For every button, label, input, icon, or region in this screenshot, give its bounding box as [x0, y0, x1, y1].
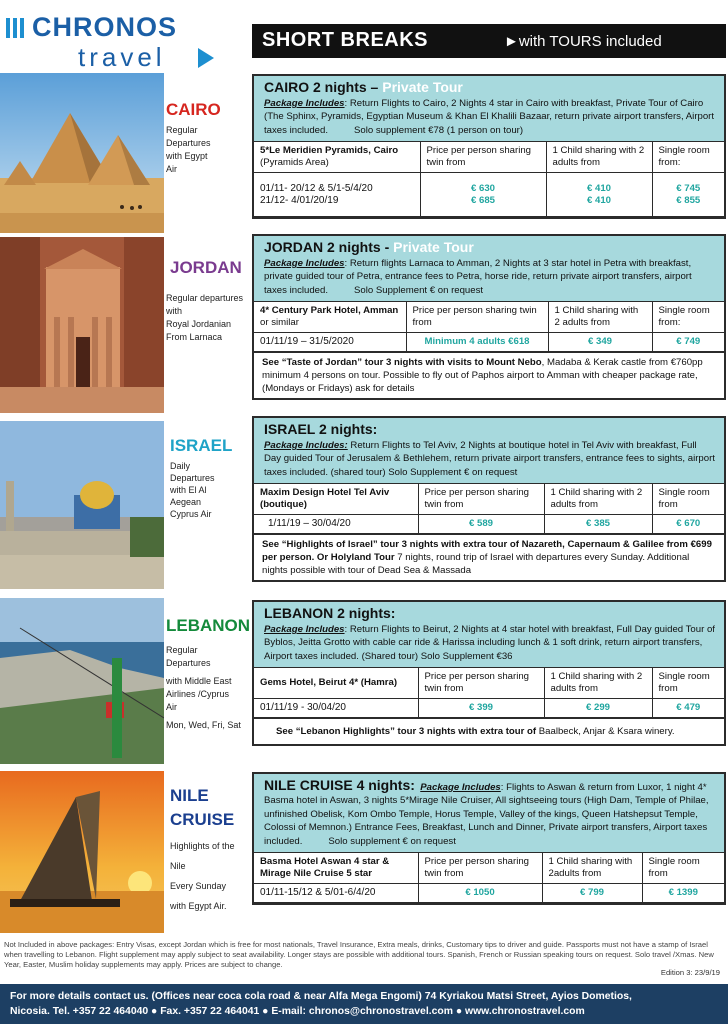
israel-jerusalem-image: [0, 421, 164, 589]
twin-price-cell: [418, 699, 544, 718]
side-line: Departures: [166, 658, 211, 668]
nile-cruise-panel: [252, 772, 726, 905]
hotel-cell: [254, 302, 406, 333]
cairo-panel: [252, 74, 726, 219]
title-text: LEBANON 2 nights:: [264, 605, 396, 621]
hotel-cell: [254, 142, 420, 173]
edition-label: Edition 3: 23/9/19: [660, 968, 720, 977]
child-price-cell: [542, 884, 642, 903]
package-text: : Return flights Larnaca to Amman, 2 Nights at 3 star hotel in Petra with breakfast, private guided tour of Petra, entrance fees to Petra, horse ride, return private airport transfers, airport taxes included.: [264, 258, 692, 296]
package-text: Return Flights to Tel Aviv, 2 Nights at boutique hotel in Tel Aviv with breakfast, Full Day guided Tour of Jerusalem & Bethlehem, return private airport transfers, entrance fees to sights, airport taxes included. (shared tour) Solo Supplement € on request: [264, 440, 715, 478]
lebanon-side-label: [166, 616, 252, 732]
single-price-cell: [652, 173, 724, 217]
jordan-panel: [252, 234, 726, 400]
lebanon-side-title: LEBANON: [166, 616, 251, 635]
note-text: , Madaba & Kerak castle from €760pp minimum 4 persons on tour. Possible to fly out of Paphos airport to Amman with cheaper package rate, (Mondays or Fridays) ask for details: [262, 357, 703, 395]
israel-panel-header: [254, 418, 724, 484]
table-row: [254, 484, 724, 515]
table-row: [254, 884, 724, 903]
hotel-cell: [254, 484, 418, 515]
brand-line2: travel: [78, 42, 166, 72]
side-line: Air: [166, 702, 177, 712]
date-cell: [254, 173, 420, 217]
side-line: with El Al: [170, 485, 207, 495]
israel-departures: [170, 460, 252, 520]
side-line: Airlines /Cyprus: [166, 689, 230, 699]
side-line: with Middle East: [166, 676, 232, 686]
header-band: [252, 24, 726, 58]
israel-rates-table: [254, 484, 724, 534]
title-text: JORDAN 2 nights -: [264, 239, 394, 255]
price-value: € 799: [579, 887, 604, 899]
side-line: Daily: [170, 461, 191, 471]
side-line: Regular departures: [166, 293, 244, 303]
side-line: with Egypt Air.: [170, 901, 227, 911]
solo-supplement: Solo Supplement € on request: [354, 284, 484, 296]
nile-side-label: [166, 784, 252, 916]
twin-price-cell: [406, 333, 548, 352]
package-label: Package Includes:: [264, 440, 348, 451]
twin-header: Price per person sharing twin from: [418, 484, 544, 515]
package-label: Package Includes: [420, 782, 501, 793]
cairo-panel-header: [254, 76, 724, 142]
nile-panel-header: [254, 774, 724, 853]
side-line: Nile: [170, 861, 186, 871]
terms-notes: Not Included in above packages: Entry Visas, except Jordan which is free for most nationals, Travel Insurance, Extra meals, drinks, Customary tips to driver and guide. Passports must not have a stamp of Israel when travelling to Lebanon. Flight supplement may apply subject to seat availability. Longer stays are possible with additional tours. Spanish, French or Russian speaking tours on request. Solo travel /Xmas. New Year, Easter, Muslim holiday supplements may apply. Prices are subject to change.: [4, 940, 714, 969]
table-row: [254, 173, 724, 217]
single-header: Single room from: [652, 484, 724, 515]
date-range: 01/11- 20/12 & 5/1-5/4/20: [260, 182, 373, 194]
side-line: Highlights of the: [170, 841, 235, 851]
lebanon-package-description: [264, 623, 716, 663]
side-line: Royal Jordanian: [166, 319, 232, 329]
israel-panel: [252, 416, 726, 582]
date-range: 01/11/19 – 31/5/2020: [260, 336, 354, 348]
lebanon-departures: [166, 644, 252, 732]
lebanon-coast-image: [0, 598, 164, 764]
price-value: € 410: [586, 194, 611, 206]
child-header: 1 Child sharing with 2 adults from: [548, 302, 652, 333]
single-header: Single room from:: [652, 142, 724, 173]
private-tour-tag: Private Tour: [382, 79, 463, 95]
price-value: € 399: [468, 702, 493, 714]
note-highlight: See “Taste of Jordan” tour 3 nights with visits to Mount Nebo: [262, 357, 542, 369]
table-row: [254, 668, 724, 699]
hotel-area: or similar: [260, 317, 299, 329]
single-header: Single room from:: [652, 302, 724, 333]
hotel-area: (Pyramids Area): [260, 157, 329, 169]
hotel-name: 5*Le Meridien Pyramids, Cairo: [260, 145, 399, 157]
jordan-panel-header: [254, 236, 724, 302]
solo-supplement: Solo supplement €78 (1 person on tour): [354, 124, 524, 136]
table-row: [254, 142, 724, 173]
jordan-side-title: JORDAN: [170, 258, 242, 277]
twin-header: Price per person sharing twin from: [418, 853, 542, 884]
jordan-rates-table: [254, 302, 724, 352]
price-value: € 630: [470, 182, 495, 194]
lebanon-panel: [252, 600, 726, 746]
package-text: : Flights to Aswan & return from Luxor, 1 night 4* Basma hotel in Aswan, 3 nights 5*Mirage Nile Cruiser, All sightseeing tours (High Dam, Temple of Philae, unfinished Obelisk, Kom Ombo Temple, Horus Temple, Valley of the kings, Queen Hatshepsut Temple, Colossi of Memnon.) Entrance Fees, Breakfast, Lunch and Dinner, Private airport transfers, Airport taxes included.: [264, 782, 709, 847]
brand-line1: CHRONOS: [32, 12, 178, 42]
lebanon-panel-header: [254, 602, 724, 668]
note-highlight: See “Highlights of Israel” tour 3 nights with extra tour of Nazareth, Capernaum & Galilee from €699 per person. Or Holyland Tour: [262, 539, 712, 564]
side-line: Cyprus Air: [170, 509, 212, 519]
cairo-rates-table: [254, 142, 724, 217]
hotel-cell: [254, 853, 418, 884]
side-line: Every Sunday: [170, 881, 227, 891]
cairo-package-description: [264, 97, 716, 137]
jordan-tour-note: [254, 352, 724, 398]
table-row: [254, 333, 724, 352]
date-range: 01/11-15/12 & 5/01-6/4/20: [260, 887, 376, 899]
brand-logo: [6, 10, 236, 70]
contact-line: For more details contact us. (Offices near coca cola road & near Alfa Mega Engomi) 74 Kyriakou Matsi Street, Ayios Dometios,: [10, 991, 632, 1002]
table-row: [254, 699, 724, 718]
twin-header: Price per person sharing twin from: [406, 302, 548, 333]
nile-rates-table: [254, 853, 724, 903]
package-label: Package Includes: [264, 258, 345, 269]
price-value: Minimum 4 adults €618: [424, 336, 530, 348]
price-value: € 749: [676, 336, 701, 348]
child-price-cell: [546, 173, 652, 217]
side-line: Regular: [166, 125, 198, 135]
date-cell: [254, 884, 418, 903]
israel-side-label: [166, 436, 252, 520]
solo-supplement: Solo supplement € on request: [328, 835, 456, 847]
side-line: From Larnaca: [166, 332, 223, 342]
cairo-departures: [166, 124, 252, 176]
nile-felucca-image: [0, 771, 164, 933]
jordan-package-description: [264, 257, 716, 297]
private-tour-tag: Private Tour: [393, 239, 474, 255]
israel-package-description: [264, 439, 716, 479]
jordan-departures: [166, 292, 252, 344]
cairo-pyramids-image: [0, 73, 164, 233]
title-text: CAIRO 2 nights –: [264, 79, 383, 95]
price-value: € 745: [676, 182, 701, 194]
hotel-name: Gems Hotel, Beirut 4* (Hamra): [260, 677, 398, 689]
table-row: [254, 853, 724, 884]
side-line: with Egypt: [166, 151, 208, 161]
child-price-cell: [544, 699, 652, 718]
child-header: 1 Child sharing with 2adults from: [542, 853, 642, 884]
logo-bars-icon: [6, 18, 27, 43]
child-price-cell: [548, 333, 652, 352]
nile-departures: [170, 836, 252, 916]
hotel-name: Maxim Design Hotel Tel Aviv (boutique): [260, 487, 390, 511]
note-highlight: See “Lebanon Highlights” tour 3 nights with extra tour of: [276, 726, 537, 738]
nile-title: NILE CRUISE 4 nights:: [264, 777, 415, 793]
hotel-name: Basma Hotel Aswan 4 star & Mirage Nile Cruise 5 star: [260, 856, 390, 880]
side-line: Departures: [166, 138, 211, 148]
single-price-cell: [652, 333, 724, 352]
israel-side-title: ISRAEL: [170, 436, 233, 455]
single-header: Single room from: [652, 668, 724, 699]
contact-footer: [0, 984, 728, 1024]
nile-side-title: NILE CRUISE: [170, 786, 235, 829]
price-value: € 410: [586, 182, 611, 194]
side-line: with: [166, 306, 183, 316]
date-cell: [254, 333, 406, 352]
israel-title: [264, 421, 716, 438]
lebanon-rates-table: [254, 668, 724, 718]
table-row: [254, 302, 724, 333]
page-title: SHORT BREAKS: [262, 29, 429, 51]
side-line: Mon, Wed, Fri, Sat: [166, 720, 241, 730]
nile-package-description: [264, 777, 716, 848]
single-header: Single room from: [642, 853, 724, 884]
single-price-cell: [642, 884, 724, 903]
child-header: 1 Child sharing with 2 adults from: [544, 668, 652, 699]
twin-price-cell: [418, 515, 544, 534]
single-price-cell: [652, 515, 724, 534]
jordan-title: [264, 239, 716, 256]
lebanon-title: [264, 605, 716, 622]
israel-tour-note: [254, 534, 724, 580]
twin-price-cell: [420, 173, 546, 217]
price-value: € 299: [585, 702, 610, 714]
single-price-cell: [652, 699, 724, 718]
child-header: 1 Child sharing with 2 adults from: [546, 142, 652, 173]
date-cell: [254, 699, 418, 718]
price-value: € 1050: [465, 887, 495, 899]
date-range: 1/11/19 – 30/04/20: [268, 518, 351, 530]
date-cell: [254, 515, 418, 534]
side-line: Aegean: [170, 497, 202, 507]
price-value: € 385: [585, 518, 610, 530]
contact-line: Nicosia. Tel. +357 22 464040 ● Fax. +357 22 464041 ● E-mail: chronos@chronostravel.com ● www.chronostravel.com: [10, 1006, 585, 1017]
price-value: € 670: [676, 518, 701, 530]
twin-price-cell: [418, 884, 542, 903]
package-text: : Return Flights to Beirut, 2 Nights at 4 star hotel with breakfast, Full Day guided Tour of Byblos, Jeitta Grotto with cable car ride & Harissa including lunch & 1 soft drink, return airport transfers, Airport taxes included. (Shared tour) Solo Supplement €36: [264, 624, 715, 662]
note-text: 7 nights, round trip of Israel with departures every Sunday. Additional nights possible with tour of Dead Sea & Massada: [262, 552, 690, 577]
table-row: [254, 515, 724, 534]
jordan-petra-image: [0, 237, 164, 413]
hotel-name: 4* Century Park Hotel, Amman: [260, 305, 399, 317]
price-value: € 349: [587, 336, 612, 348]
price-value: € 685: [470, 194, 495, 206]
side-line: Departures: [170, 473, 215, 483]
twin-header: Price per person sharing twin from: [420, 142, 546, 173]
date-range: 21/12- 4/01/20/19: [260, 194, 339, 206]
side-line: Regular: [166, 645, 198, 655]
lebanon-tour-note: [254, 718, 724, 744]
price-value: € 589: [468, 518, 493, 530]
jordan-side-label: [166, 258, 252, 344]
twin-header: Price per person sharing twin from: [418, 668, 544, 699]
cairo-side-label: [166, 100, 252, 176]
date-range: 01/11/19 - 30/04/20: [260, 702, 346, 714]
child-header: 1 Child sharing with 2 adults from: [544, 484, 652, 515]
package-label: Package Includes: [264, 98, 345, 109]
logo-arrow-icon: [198, 48, 214, 68]
cairo-side-title: CAIRO: [166, 100, 221, 119]
page-subtitle: ►with TOURS included: [504, 33, 662, 50]
hotel-cell: [254, 668, 418, 699]
side-line: Air: [166, 164, 177, 174]
cairo-title: [264, 79, 716, 96]
price-value: € 479: [676, 702, 701, 714]
price-value: € 1399: [668, 887, 698, 899]
child-price-cell: [544, 515, 652, 534]
note-text: Baalbeck, Anjar & Ksara winery.: [536, 726, 675, 738]
package-label: Package Includes: [264, 624, 345, 635]
title-text: ISRAEL 2 nights:: [264, 421, 378, 437]
price-value: € 855: [676, 194, 701, 206]
package-text: : Return Flights to Cairo, 2 Nights 4 star in Cairo with breakfast, Private Tour of Cairo (The Sphinx, Pyramids, Egyptian Museum & Khan El Khalili Bazaar, return private airport transfers, Airport taxes included.: [264, 98, 715, 136]
